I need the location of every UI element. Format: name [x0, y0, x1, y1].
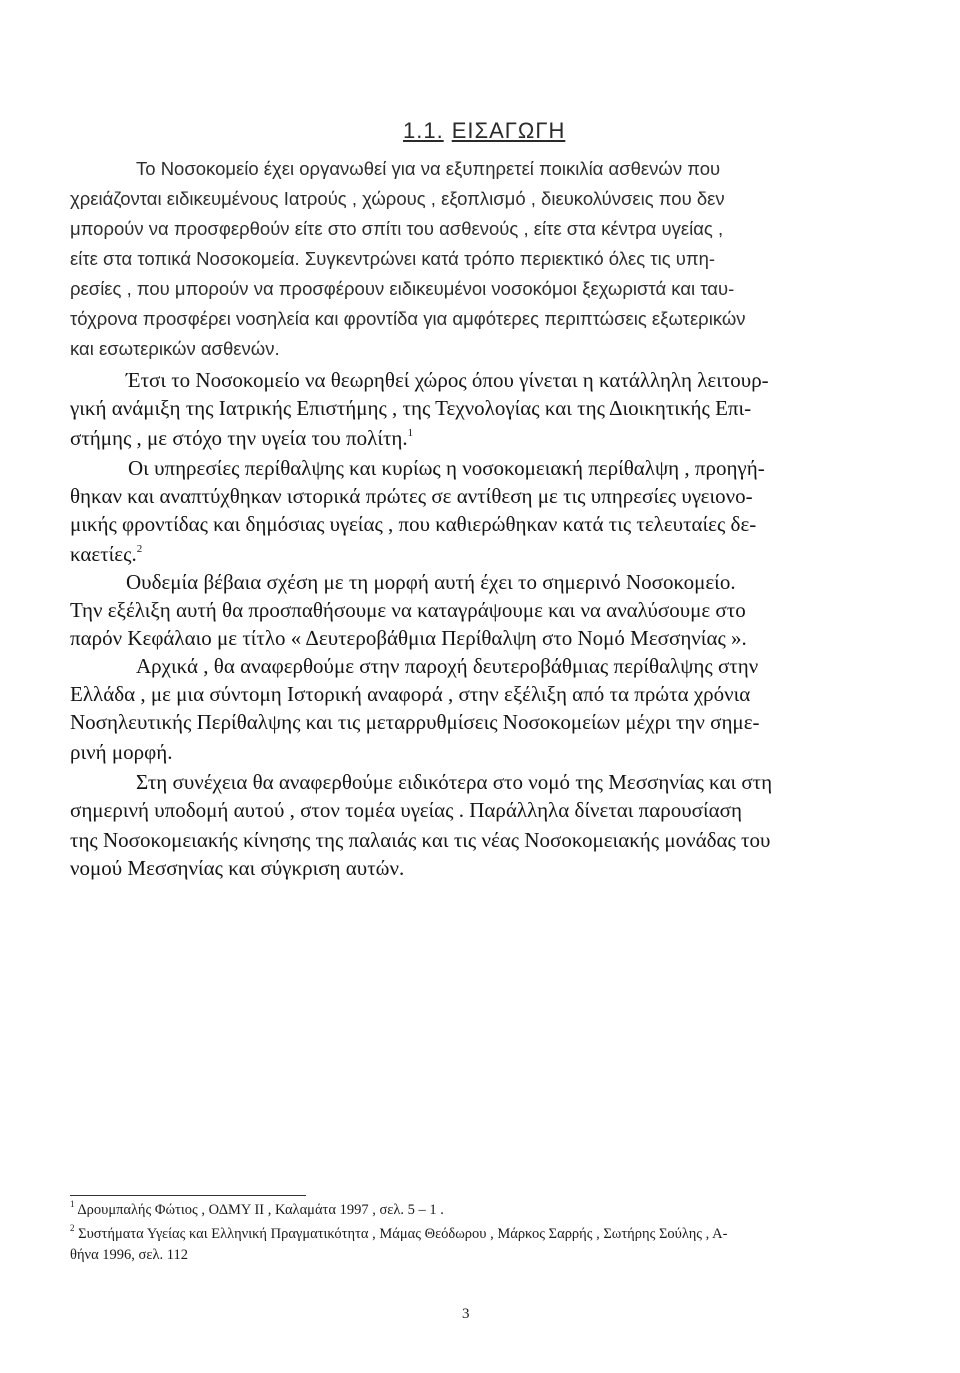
- page-number: 3: [462, 1306, 470, 1322]
- paragraph-line: [136, 770, 772, 795]
- paragraph-line: [70, 626, 747, 651]
- footnote-text: Δρουμπαλής Φώτιος , ΟΔΜΥ ΙΙ , Καλαμάτα 1997 , σελ. 5 – 1 .: [74, 1202, 444, 1218]
- footnote-text: θήνα 1996, σελ. 112: [70, 1247, 188, 1263]
- section-heading: [403, 118, 565, 144]
- section-title: ΕΙΣΑΓΩΓΗ: [451, 118, 566, 143]
- footnote-reference: 1: [407, 427, 414, 439]
- line-text: ρινή μορφή.: [70, 740, 173, 764]
- paragraph-line: [126, 570, 736, 595]
- line-text: θηκαν και αναπτύχθηκαν ιστορικά πρώτες σε αντίθεση με τις υπηρεσίες υγειονο-: [70, 484, 753, 508]
- paragraph-line: [70, 542, 142, 567]
- line-text: καετίες.: [70, 542, 137, 566]
- line-text: Οι υπηρεσίες περίθαλψης και κυρίως η νοσοκομειακή περίθαλψη , προηγή-: [128, 456, 765, 480]
- paragraph-line: [70, 188, 725, 210]
- line-text: Ουδεμία βέβαια σχέση με τη μορφή αυτή έχει το σημερινό Νοσοκομείο.: [126, 570, 736, 594]
- line-text: σημερινή υποδομή αυτού , στον τομέα υγείας . Παράλληλα δίνεται παρουσίαση: [70, 798, 742, 822]
- paragraph-line: [70, 396, 751, 421]
- paragraph-line: [136, 158, 720, 180]
- paragraph-line: [70, 598, 746, 623]
- paragraph-line: [70, 710, 760, 735]
- paragraph-line: [70, 828, 770, 853]
- paragraph-line: [70, 740, 172, 765]
- line-text: Έτσι το Νοσοκομείο να θεωρηθεί χώρος όπου γίνεται η κατάλληλη λειτουρ-: [126, 368, 769, 392]
- footnote: [70, 1247, 188, 1264]
- footnote-mark: 2: [70, 1223, 75, 1233]
- paragraph-line: [70, 248, 715, 270]
- line-text: Την εξέλιξη αυτή θα προσπαθήσουμε να καταγράψουμε και να αναλύσουμε στο: [70, 598, 746, 622]
- paragraph-line: [70, 484, 753, 509]
- paragraph-line: [128, 456, 765, 481]
- line-text: Ελλάδα , με μια σύντομη Ιστορική αναφορά , στην εξέλιξη από τα πρώτα χρόνια: [70, 682, 751, 706]
- line-text: τόχρονα προσφέρει νοσηλεία και φροντίδα για αμφότερες περιπτώσεις εξωτερικών: [70, 308, 746, 329]
- paragraph-line: [70, 682, 750, 707]
- paragraph-line: [70, 218, 723, 240]
- line-text: Αρχικά , θα αναφερθούμε στην παροχή δευτεροβάθμιας περίθαλψης στην: [136, 654, 759, 678]
- footnote-mark: 1: [70, 1199, 75, 1209]
- line-text: χρειάζονται ειδικευμένους Ιατρούς , χώρους , εξοπλισμό , διευκολύνσεις που δεν: [70, 188, 725, 209]
- line-text: Στη συνέχεια θα αναφερθούμε ειδικότερα στο νομό της Μεσσηνίας και στη: [136, 770, 773, 794]
- footnote-separator: [70, 1195, 306, 1196]
- paragraph-line: [70, 308, 746, 330]
- line-text: ρεσίες , που μπορούν να προσφέρουν ειδικευμένοι νοσοκόμοι ξεχωριστά και ταυ-: [70, 278, 735, 299]
- paragraph-line: [70, 338, 280, 360]
- line-text: γική ανάμιξη της Ιατρικής Επιστήμης , της Τεχνολογίας και της Διοικητικής Επι-: [70, 396, 752, 420]
- line-text: της Νοσοκομειακής κίνησης της παλαιάς και τις νέας Νοσοκομειακής μονάδας του: [70, 828, 771, 852]
- footnote-text: Συστήματα Υγείας και Ελληνική Πραγματικότητα , Μάμας Θεόδωρου , Μάρκος Σαρρής , Σωτήρης Σούλης , Α-: [74, 1226, 728, 1242]
- section-number: 1.1.: [403, 118, 444, 143]
- line-text: Το Νοσοκομείο έχει οργανωθεί για να εξυπηρετεί ποικιλία ασθενών που: [136, 158, 721, 179]
- line-text: νομού Μεσσηνίας και σύγκριση αυτών.: [70, 856, 405, 880]
- paragraph-line: [70, 278, 734, 300]
- paragraph-line: [70, 426, 413, 451]
- line-text: είτε στα τοπικά Νοσοκομεία. Συγκεντρώνει κατά τρόπο περιεκτικό όλες τις υπη-: [70, 248, 716, 269]
- line-text: μικής φροντίδας και δημόσιας υγείας , που καθιερώθηκαν κατά τις τελευταίες δε-: [70, 512, 757, 536]
- paragraph-line: [136, 654, 758, 679]
- line-text: μπορούν να προσφερθούν είτε στο σπίτι του ασθενούς , είτε στα κέντρα υγείας ,: [70, 218, 724, 239]
- line-text: στήμης , με στόχο την υγεία του πολίτη.: [70, 426, 408, 450]
- footnote: [70, 1223, 728, 1243]
- footnote-reference: 2: [136, 543, 143, 555]
- paragraph-line: [70, 856, 404, 881]
- footnote: [70, 1199, 444, 1219]
- line-text: Νοσηλευτικής Περίθαλψης και τις μεταρρυθμίσεις Νοσοκομείων μέχρι την σημε-: [70, 710, 760, 734]
- paragraph-line: [70, 512, 756, 537]
- line-text: και εσωτερικών ασθενών.: [70, 338, 280, 359]
- line-text: παρόν Κεφάλαιο με τίτλο « Δευτεροβάθμια Περίθαλψη στο Νομό Μεσσηνίας ».: [70, 626, 747, 650]
- paragraph-line: [70, 798, 742, 823]
- paragraph-line: [126, 368, 769, 393]
